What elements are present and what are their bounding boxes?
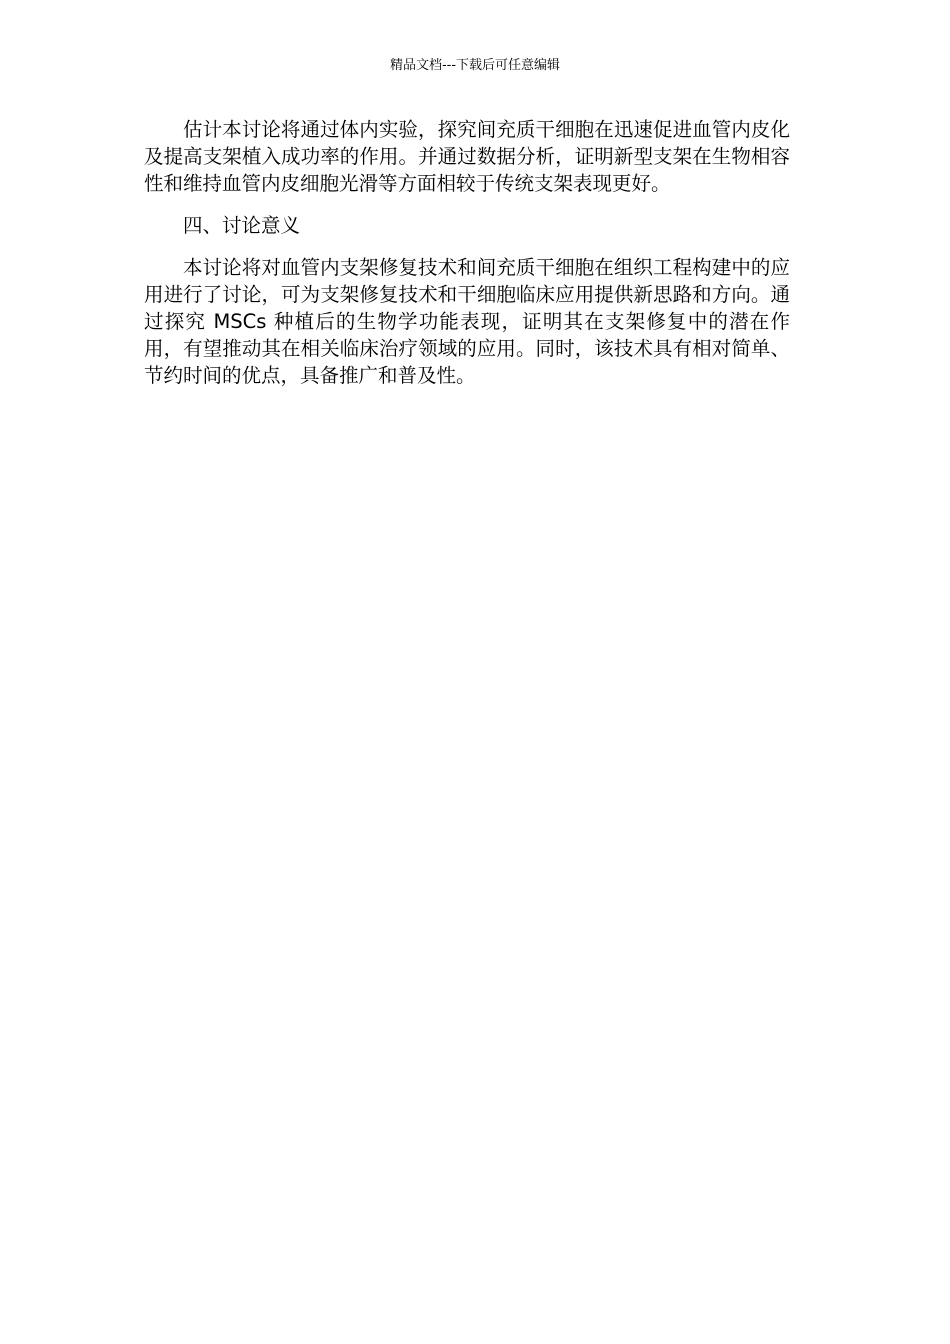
paragraph-significance: 本讨论将对血管内支架修复技术和间充质干细胞在组织工程构建中的应用进行了讨论，可为支架修复技术和干细胞临床应用提供新思路和方向。通过探究 MSCs 种植后的生物学功能表现，证明其在支架修复中的潜在作用，有望推动其在相关临床治疗领域的应用。同时，该技术具有相对简单、节约时间的优点，具备推广和普及性。 <box>144 256 790 387</box>
page-header-note: 精品文档---下载后可任意编辑 <box>389 58 561 73</box>
section-heading-significance: 四、讨论意义 <box>183 214 301 237</box>
paragraph-expected-results: 估计本讨论将通过体内实验，探究间充质干细胞在迅速促进血管内皮化及提高支架植入成功率的作用。并通过数据分析，证明新型支架在生物相容性和维持血管内皮细胞光滑等方面相较于传统支架表现更好。 <box>144 118 790 195</box>
document-body <box>144 116 790 389</box>
